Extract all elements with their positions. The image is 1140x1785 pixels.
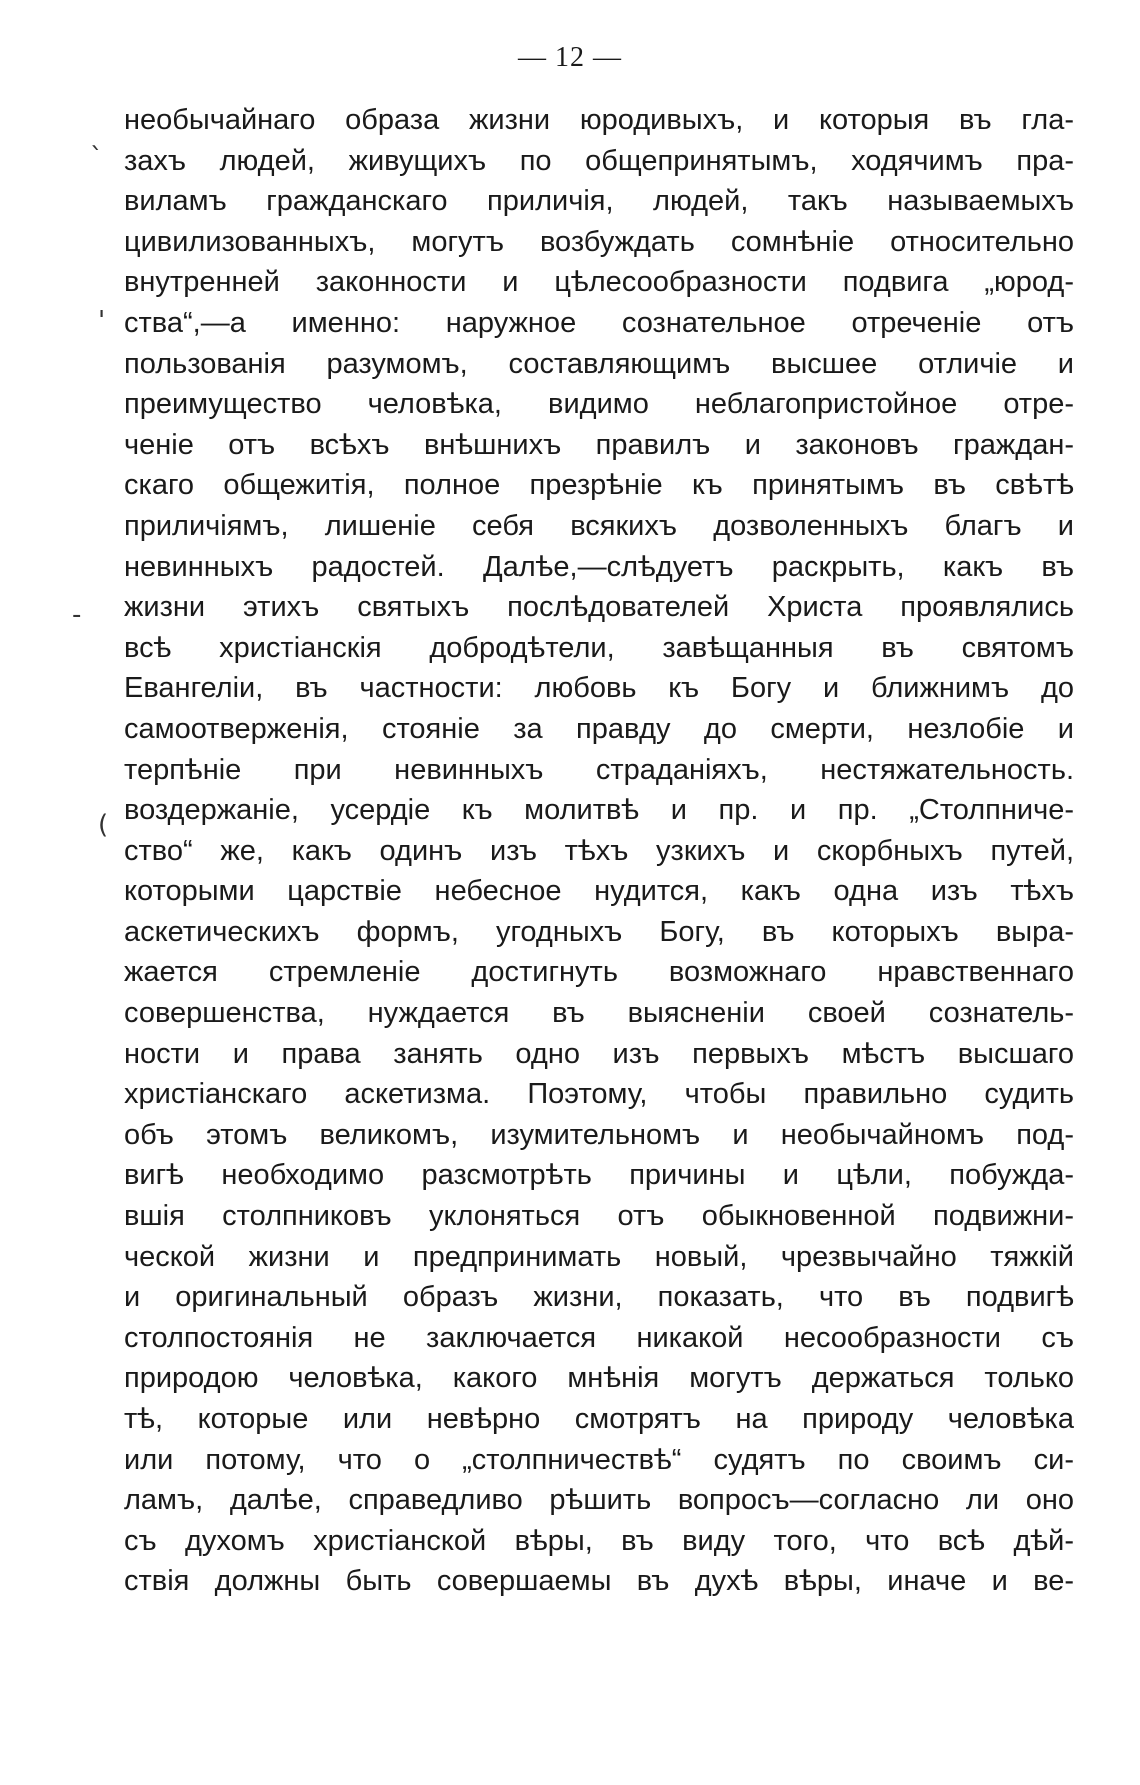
text-line: ческой жизни и предпринимать новый, чрезвычайно тяжкій: [124, 1240, 1074, 1273]
margin-mark: -: [72, 600, 82, 630]
text-line: необычайнаго образа жизни юродивыхъ, и которыя въ гла-: [124, 104, 1074, 136]
text-line: скаго общежитія, полное презрѣніе къ принятымъ въ свѣтѣ: [124, 469, 1074, 502]
text-line: ствія должны быть совершаемы въ духѣ вѣры, иначе и ве-: [124, 1565, 1074, 1598]
text-line: ности и права занять одно изъ первыхъ мѣстъ высшаго: [124, 1037, 1074, 1070]
text-line: внутренней законности и цѣлесообразности подвига „юрод-: [124, 266, 1074, 299]
text-line: природою человѣка, какого мнѣнія могутъ держаться только: [124, 1362, 1074, 1395]
text-line: объ этомъ великомъ, изумительномъ и необычайномъ под-: [124, 1118, 1074, 1151]
text-line: тѣ, которые или невѣрно смотрятъ на природу человѣка: [124, 1403, 1074, 1435]
text-line: виламъ гражданскаго приличія, людей, такъ называемыхъ: [124, 185, 1074, 218]
text-line: или потому, что о „столпничествѣ“ судятъ по своимъ си-: [124, 1443, 1074, 1476]
text-line: преимущество человѣка, видимо неблагопристойное отре-: [124, 388, 1074, 421]
text-line: вигѣ необходимо разсмотрѣть причины и цѣли, побужда-: [124, 1159, 1074, 1192]
body-text: [124, 100, 1074, 1602]
page-number: — 12 —: [518, 42, 622, 73]
text-line: Евангеліи, въ частности: любовь къ Богу и ближнимъ до: [124, 672, 1074, 705]
text-line: ченіе отъ всѣхъ внѣшнихъ правилъ и законовъ граждан-: [124, 428, 1074, 461]
margin-mark: `: [90, 143, 103, 173]
text-line: невинныхъ радостей. Далѣе,—слѣдуетъ раскрыть, какъ въ: [124, 550, 1074, 583]
text-line: захъ людей, живущихъ по общепринятымъ, ходячимъ пра-: [124, 144, 1074, 177]
text-line: которыми царствіе небесное нудится, какъ одна изъ тѣхъ: [124, 875, 1074, 908]
text-line: цивилизованныхъ, могутъ возбуждать сомнѣніе относительно: [124, 225, 1074, 258]
text-line: ства“,—а именно: наружное сознательное отреченіе отъ: [124, 306, 1074, 339]
text-line: пользованія разумомъ, составляющимъ высшее отличіе и: [124, 347, 1074, 380]
text-line: жизни этихъ святыхъ послѣдователей Христа проявлялись: [124, 591, 1074, 624]
text-line: съ духомъ христіанской вѣры, въ виду того, что всѣ дѣй-: [124, 1524, 1074, 1557]
text-line: воздержаніе, усердіе къ молитвѣ и пр. и пр. „Столпниче-: [124, 794, 1074, 827]
text-line: христіанскаго аскетизма. Поэтому, чтобы правильно судить: [124, 1078, 1074, 1111]
margin-mark: (: [98, 810, 109, 840]
text-line: жается стремленіе достигнуть возможнаго нравственнаго: [124, 956, 1074, 989]
text-line: терпѣніе при невинныхъ страданіяхъ, нестяжательность.: [124, 753, 1074, 786]
text-line: столпостоянія не заключается никакой несообразности съ: [124, 1321, 1074, 1354]
text-line: ство“ же, какъ одинъ изъ тѣхъ узкихъ и скорбныхъ путей,: [124, 834, 1074, 867]
text-line: ламъ, далѣе, справедливо рѣшить вопросъ—согласно ли оно: [124, 1484, 1074, 1517]
text-line: приличіямъ, лишеніе себя всякихъ дозволенныхъ благъ и: [124, 509, 1074, 542]
text-line: всѣ христіанскія добродѣтели, завѣщанныя въ святомъ: [124, 631, 1074, 664]
text-line: и оригинальный образъ жизни, показать, что въ подвигѣ: [124, 1281, 1074, 1314]
text-line: совершенства, нуждается въ выясненіи своей сознатель-: [124, 997, 1074, 1030]
text-line: самоотверженія, стояніе за правду до смерти, незлобіе и: [124, 712, 1074, 745]
margin-mark: ': [98, 306, 106, 336]
text-line: аскетическихъ формъ, угодныхъ Богу, въ которыхъ выра-: [124, 915, 1074, 948]
text-line: вшія столпниковъ уклоняться отъ обыкновенной подвижни-: [124, 1200, 1074, 1233]
